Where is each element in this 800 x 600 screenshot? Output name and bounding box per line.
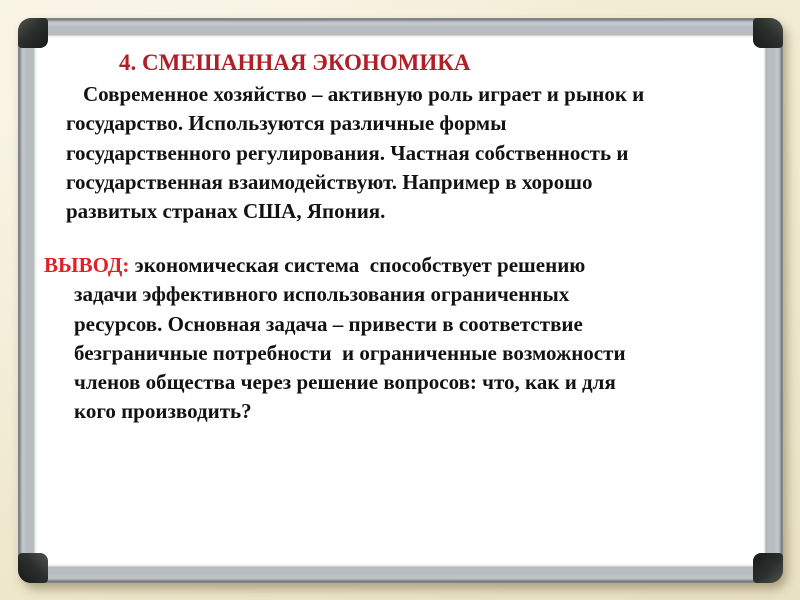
corner-cap-top-left	[18, 18, 48, 48]
body-line: государственная взаимодействуют. Например в хорошо	[66, 169, 593, 194]
corner-cap-bottom-left	[18, 553, 48, 583]
conclusion-line: безграничные потребности и ограниченные возможности	[74, 340, 626, 365]
body-line: государство. Используются различные формы	[66, 111, 507, 136]
conclusion-line: задачи эффективного использования ограниченных	[74, 282, 570, 307]
body-line: развитых странах США, Япония.	[66, 199, 386, 224]
body-line: государственного регулирования. Частная собственность и	[66, 140, 629, 165]
conclusion-label: ВЫВОД:	[44, 253, 130, 277]
paragraph-conclusion	[44, 251, 764, 427]
slide-title: 4. СМЕШАННАЯ ЭКОНОМИКА	[119, 50, 471, 75]
corner-cap-top-right	[753, 18, 783, 48]
conclusion-line: ресурсов. Основная задача – привести в соответствие	[74, 311, 583, 336]
conclusion-first-line-text: экономическая система способствует решению	[129, 253, 586, 277]
corner-cap-bottom-right	[753, 553, 783, 583]
paragraph-mixed-economy	[66, 80, 766, 226]
body-line: Современное хозяйство – активную роль играет и рынок и	[83, 82, 645, 106]
conclusion-first-line	[44, 251, 764, 280]
conclusion-line: кого производить?	[74, 399, 252, 424]
conclusion-line: членов общества через решение вопросов: что, как и для	[74, 370, 616, 395]
